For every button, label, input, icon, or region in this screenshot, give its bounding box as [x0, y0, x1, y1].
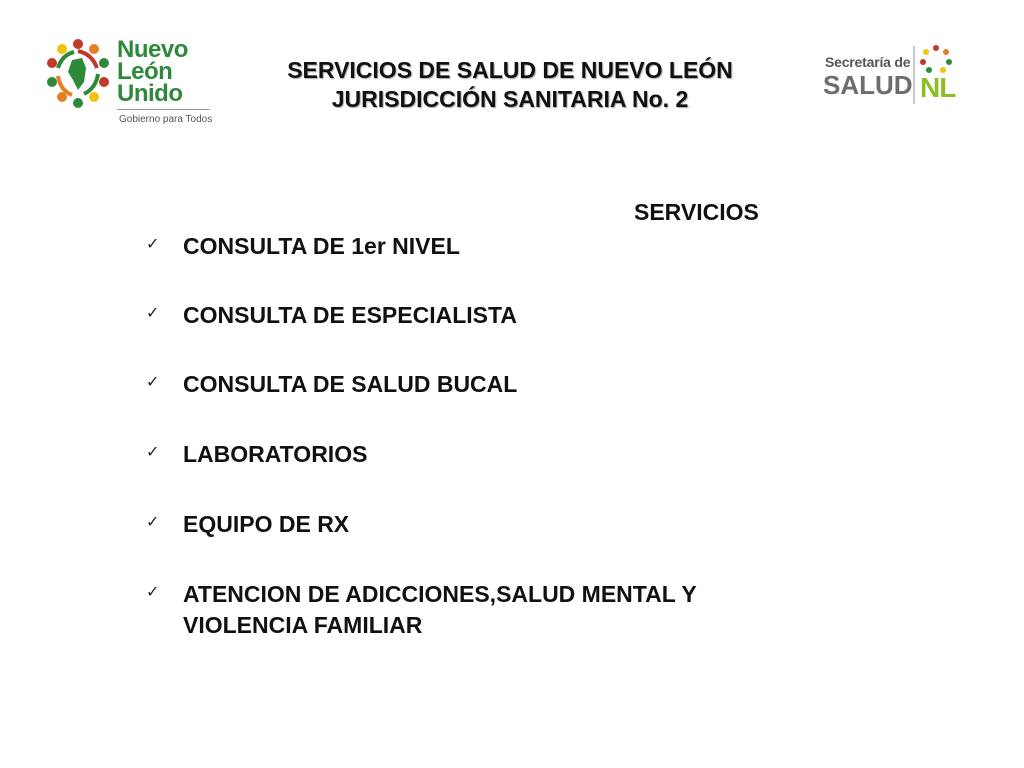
people-ring-small-icon [919, 44, 953, 74]
service-label: EQUIPO DE RX [183, 511, 350, 537]
service-label: CONSULTA DE 1er NIVEL [183, 233, 460, 259]
logo-secretaria-text: Secretaría de [825, 54, 911, 70]
logo-tagline: Gobierno para Todos [119, 114, 213, 125]
logo-divider [117, 109, 210, 110]
logo-word-nuevo: Nuevo [117, 36, 188, 63]
page-title [230, 56, 790, 114]
service-label: ATENCION DE ADICCIONES,SALUD MENTAL Y VIOLENCIA FAMILIAR [183, 581, 697, 638]
service-label: CONSULTA DE ESPECIALISTA [183, 302, 517, 328]
logo-word-unido: Unido [117, 80, 183, 107]
service-label: LABORATORIOS [183, 441, 368, 467]
nuevo-leon-unido-logo [44, 38, 214, 128]
logo-separator [913, 46, 915, 104]
people-ring-icon [44, 38, 112, 110]
logo-nl-mark: NL [920, 72, 956, 103]
service-label: CONSULTA DE SALUD BUCAL [183, 371, 518, 397]
check-icon: ✓ [146, 582, 160, 601]
logo-word-leon: León [117, 58, 173, 85]
title-line-1: SERVICIOS DE SALUD DE NUEVO LEÓN [287, 57, 733, 83]
logo-salud-text: SALUD [823, 70, 913, 100]
check-icon: ✓ [146, 372, 160, 391]
check-icon: ✓ [146, 512, 160, 531]
check-icon: ✓ [146, 303, 160, 322]
check-icon: ✓ [146, 442, 160, 461]
secretaria-salud-logo [823, 44, 973, 108]
title-line-2: JURISDICCIÓN SANITARIA No. 2 [331, 86, 689, 112]
services-heading: SERVICIOS [634, 199, 759, 225]
check-icon: ✓ [146, 234, 160, 253]
